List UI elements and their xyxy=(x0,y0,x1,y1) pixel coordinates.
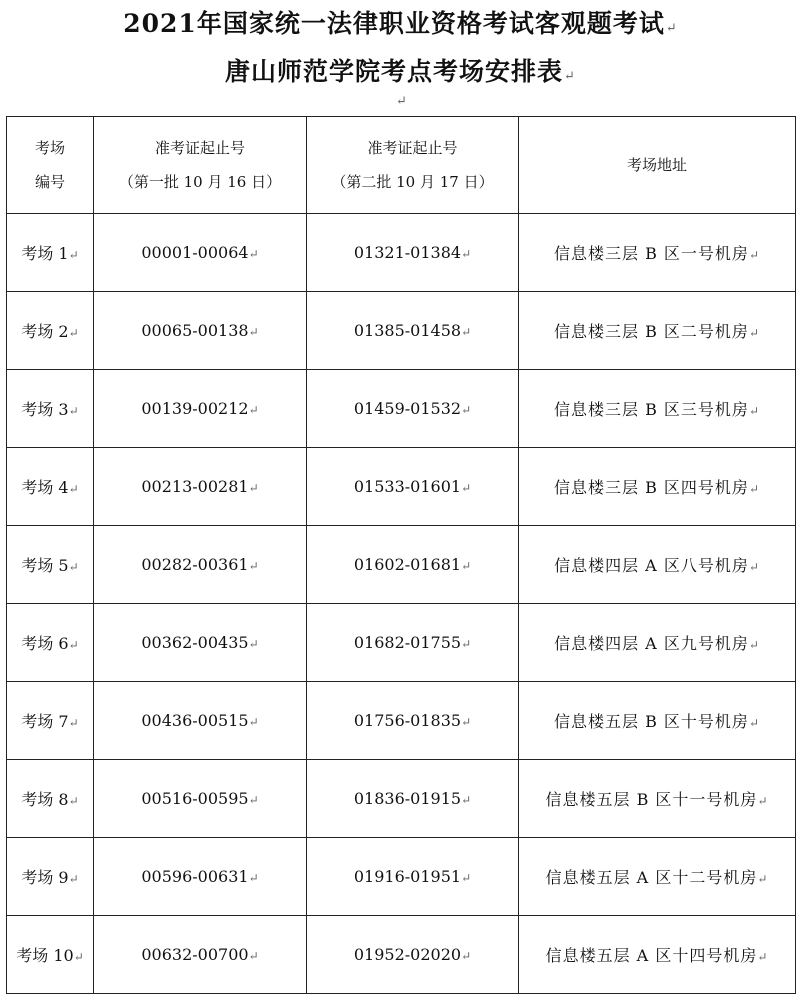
address-cell-text: 信息楼五层 A 区十二号机房 xyxy=(545,868,758,887)
paragraph-mark-icon: ↵ xyxy=(748,248,760,262)
room-number-cell xyxy=(7,214,94,292)
paragraph-mark-icon: ↵ xyxy=(248,247,259,261)
batch-1-range-cell-text: 00516-00595 xyxy=(141,789,249,808)
batch-1-range-cell xyxy=(94,838,307,916)
header-batch-1 xyxy=(94,117,307,214)
batch-1-range-cell-text: 00362-00435 xyxy=(141,633,249,652)
paragraph-mark-icon: ↵ xyxy=(564,69,576,84)
batch-2-range-cell xyxy=(307,916,519,994)
paragraph-mark-icon: ↵ xyxy=(461,637,472,651)
paragraph-mark-icon: ↵ xyxy=(396,94,407,109)
batch-2-range-cell-text: 01459-01532 xyxy=(353,399,462,418)
batch-1-range-cell xyxy=(94,682,307,760)
batch-1-range-cell xyxy=(94,526,307,604)
batch-1-range-cell xyxy=(94,214,307,292)
address-cell-text: 信息楼三层 B 区一号机房 xyxy=(554,244,749,263)
address-cell-text: 信息楼四层 A 区八号机房 xyxy=(554,556,749,575)
room-number-cell-text: 考场 2 xyxy=(21,322,69,341)
paragraph-mark-icon: ↵ xyxy=(748,560,760,574)
table-row xyxy=(7,292,796,370)
batch-2-range-cell-text: 01321-01384 xyxy=(353,243,462,262)
address-cell xyxy=(519,604,796,682)
address-cell-text: 信息楼三层 B 区四号机房 xyxy=(554,478,749,497)
paragraph-mark-icon: ↵ xyxy=(248,715,259,729)
paragraph-mark-icon: ↵ xyxy=(665,21,678,36)
address-cell-text: 信息楼五层 B 区十一号机房 xyxy=(545,790,758,809)
batch-1-range-cell-text: 00436-00515 xyxy=(141,711,249,730)
paragraph-mark-icon: ↵ xyxy=(748,638,760,652)
batch-1-range-cell xyxy=(94,604,307,682)
batch-2-range-cell xyxy=(307,604,519,682)
paragraph-mark-icon: ↵ xyxy=(68,872,79,886)
paragraph-mark-icon: ↵ xyxy=(248,403,259,417)
batch-1-range-cell-text: 00001-00064 xyxy=(141,243,249,262)
address-cell xyxy=(519,916,796,994)
batch-2-range-cell-text: 01682-01755 xyxy=(353,633,462,652)
address-cell xyxy=(519,214,796,292)
table-row xyxy=(7,760,796,838)
header-line: 准考证起止号 xyxy=(154,139,245,157)
batch-2-range-cell xyxy=(307,682,519,760)
room-number-cell xyxy=(7,448,94,526)
address-cell xyxy=(519,838,796,916)
table-row xyxy=(7,370,796,448)
batch-2-range-cell-text: 01756-01835 xyxy=(353,711,462,730)
header-line: 编号 xyxy=(34,173,65,191)
address-cell xyxy=(519,526,796,604)
paragraph-mark-icon: ↵ xyxy=(757,950,769,964)
paragraph-mark-icon: ↵ xyxy=(461,559,472,573)
paragraph-mark-icon: ↵ xyxy=(461,403,472,417)
room-number-cell-text: 考场 10 xyxy=(16,946,74,965)
paragraph-mark-icon: ↵ xyxy=(461,793,472,807)
batch-2-range-cell xyxy=(307,370,519,448)
room-number-cell xyxy=(7,370,94,448)
batch-1-range-cell-text: 00632-00700 xyxy=(141,945,249,964)
room-number-cell xyxy=(7,604,94,682)
room-number-cell-text: 考场 7 xyxy=(21,712,69,731)
paragraph-mark-icon: ↵ xyxy=(68,560,79,574)
batch-2-range-cell xyxy=(307,292,519,370)
batch-1-range-cell xyxy=(94,760,307,838)
title-line-2: 唐山师范学院考点考场安排表 xyxy=(225,57,564,86)
table-row xyxy=(7,838,796,916)
header-line: 准考证起止号 xyxy=(367,139,458,157)
paragraph-mark-icon: ↵ xyxy=(748,326,760,340)
paragraph-mark-icon: ↵ xyxy=(68,248,79,262)
address-cell-text: 信息楼三层 B 区三号机房 xyxy=(554,400,749,419)
paragraph-mark-icon: ↵ xyxy=(757,794,769,808)
paragraph-mark-icon: ↵ xyxy=(461,715,472,729)
address-cell xyxy=(519,760,796,838)
address-cell-text: 信息楼五层 B 区十号机房 xyxy=(554,712,749,731)
document-subtitle xyxy=(0,52,801,88)
paragraph-mark-icon: ↵ xyxy=(461,247,472,261)
paragraph-mark-icon: ↵ xyxy=(748,404,760,418)
header-line: （第一批 10 月 16 日） xyxy=(118,173,282,191)
paragraph-mark-icon: ↵ xyxy=(461,949,472,963)
table-row xyxy=(7,604,796,682)
table-row xyxy=(7,448,796,526)
paragraph-mark-icon: ↵ xyxy=(68,404,79,418)
header-batch-2 xyxy=(307,117,519,214)
address-cell xyxy=(519,448,796,526)
paragraph-mark-icon: ↵ xyxy=(248,559,259,573)
batch-1-range-cell-text: 00282-00361 xyxy=(141,555,249,574)
batch-2-range-cell-text: 01385-01458 xyxy=(353,321,462,340)
batch-1-range-cell-text: 00139-00212 xyxy=(141,399,249,418)
paragraph-mark-icon: ↵ xyxy=(748,482,760,496)
address-cell xyxy=(519,682,796,760)
batch-2-range-cell-text: 01916-01951 xyxy=(353,867,462,886)
header-line: （第二批 10 月 17 日） xyxy=(331,173,494,191)
room-number-cell xyxy=(7,682,94,760)
room-number-cell-text: 考场 1 xyxy=(21,244,69,263)
table-row xyxy=(7,526,796,604)
header-line: 考场 xyxy=(34,139,65,157)
room-number-cell xyxy=(7,292,94,370)
room-number-cell-text: 考场 8 xyxy=(21,790,69,809)
batch-2-range-cell xyxy=(307,526,519,604)
room-number-cell xyxy=(7,838,94,916)
batch-1-range-cell xyxy=(94,370,307,448)
address-cell xyxy=(519,370,796,448)
batch-1-range-cell-text: 00596-00631 xyxy=(141,867,249,886)
exam-room-table xyxy=(6,116,796,994)
paragraph-mark-icon: ↵ xyxy=(73,950,84,964)
room-number-cell-text: 考场 9 xyxy=(21,868,69,887)
paragraph-mark-icon: ↵ xyxy=(461,481,472,495)
paragraph-mark-icon: ↵ xyxy=(461,871,472,885)
paragraph-mark-icon: ↵ xyxy=(68,794,79,808)
batch-1-range-cell-text: 00213-00281 xyxy=(141,477,249,496)
address-cell-text: 信息楼五层 A 区十四号机房 xyxy=(545,946,758,965)
batch-2-range-cell-text: 01602-01681 xyxy=(353,555,462,574)
paragraph-mark-icon: ↵ xyxy=(248,325,259,339)
room-number-cell-text: 考场 6 xyxy=(21,634,69,653)
address-cell-text: 信息楼三层 B 区二号机房 xyxy=(554,322,749,341)
paragraph-mark-icon: ↵ xyxy=(748,716,760,730)
paragraph-mark-icon: ↵ xyxy=(248,637,259,651)
paragraph-mark-icon: ↵ xyxy=(248,949,259,963)
batch-2-range-cell xyxy=(307,214,519,292)
room-number-cell-text: 考场 5 xyxy=(21,556,69,575)
table-row xyxy=(7,682,796,760)
paragraph-mark-icon: ↵ xyxy=(461,325,472,339)
paragraph-mark-icon: ↵ xyxy=(248,481,259,495)
paragraph-mark-icon: ↵ xyxy=(68,716,79,730)
room-number-cell-text: 考场 3 xyxy=(21,400,69,419)
header-address xyxy=(519,117,796,214)
batch-2-range-cell xyxy=(307,760,519,838)
paragraph-mark-icon: ↵ xyxy=(248,871,259,885)
batch-2-range-cell-text: 01836-01915 xyxy=(353,789,462,808)
paragraph-mark-icon: ↵ xyxy=(68,638,79,652)
batch-2-range-cell xyxy=(307,448,519,526)
paragraph-mark-icon: ↵ xyxy=(248,793,259,807)
table-row xyxy=(7,214,796,292)
room-number-cell xyxy=(7,916,94,994)
batch-2-range-cell-text: 01952-02020 xyxy=(353,945,462,964)
header-room-number xyxy=(7,117,94,214)
address-cell xyxy=(519,292,796,370)
table-row xyxy=(7,916,796,994)
header-line: 考场地址 xyxy=(626,156,687,174)
table-header-row xyxy=(7,117,796,214)
paragraph-mark-icon: ↵ xyxy=(757,872,769,886)
batch-1-range-cell xyxy=(94,448,307,526)
room-number-cell xyxy=(7,760,94,838)
batch-2-range-cell-text: 01533-01601 xyxy=(353,477,462,496)
paragraph-mark-icon: ↵ xyxy=(68,482,79,496)
document-title xyxy=(0,4,801,40)
batch-1-range-cell xyxy=(94,916,307,994)
title-line-1: 2021年国家统一法律职业资格考试客观题考试 xyxy=(123,9,665,38)
room-number-cell-text: 考场 4 xyxy=(21,478,69,497)
batch-1-range-cell-text: 00065-00138 xyxy=(141,321,249,340)
batch-2-range-cell xyxy=(307,838,519,916)
batch-1-range-cell xyxy=(94,292,307,370)
paragraph-mark-icon: ↵ xyxy=(68,326,79,340)
address-cell-text: 信息楼四层 A 区九号机房 xyxy=(554,634,749,653)
room-number-cell xyxy=(7,526,94,604)
